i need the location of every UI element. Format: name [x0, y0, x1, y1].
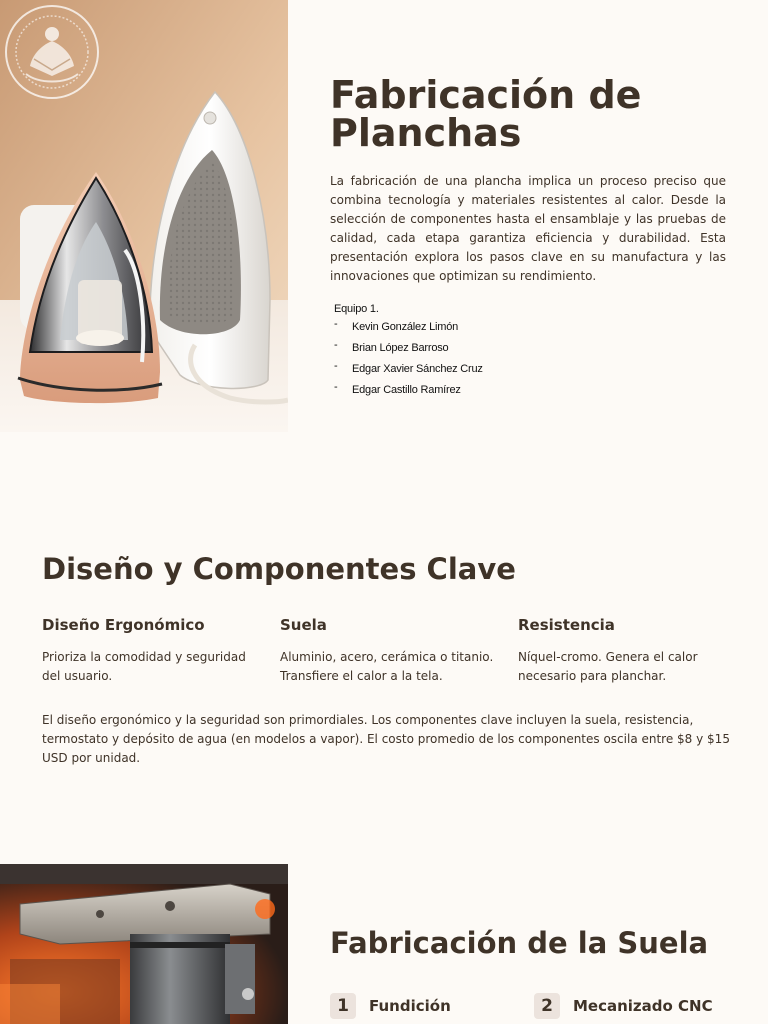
- step-number-badge: 2: [534, 993, 560, 1019]
- component-column-soleplate: [280, 615, 500, 686]
- intro-paragraph: La fabricación de una plancha implica un proceso preciso que combina tecnología y materiales resistentes al calor. Desde la selección de componentes hasta el ensamblaje y las pruebas de calidad, cada etapa garantiza eficiencia y durabilidad. Esta presentación explora los pasos clave en su manufactura y las innovaciones que optimizan su rendimiento.: [330, 174, 726, 283]
- soleplate-title: Fabricación de la Suela: [330, 926, 709, 960]
- team-member-name: Edgar Castillo Ramírez: [352, 384, 461, 396]
- components-summary: El diseño ergonómico y la seguridad son primordiales. Los componentes clave incluyen la suela, resistencia, termostato y depósito de agua (en modelos a vapor). El costo promedio de los componentes oscila entre $8 y $15 USD por unidad.: [42, 713, 730, 765]
- soleplate-slide: [0, 864, 768, 1024]
- bullet-dash: -: [334, 360, 338, 372]
- component-column-resistance: [518, 615, 738, 686]
- component-heading: Suela: [280, 616, 327, 634]
- machining-photo: [0, 864, 288, 1024]
- team-member: [334, 320, 634, 341]
- component-column-ergonomics: [42, 615, 262, 686]
- component-heading: Diseño Ergonómico: [42, 616, 205, 634]
- process-step: [534, 992, 713, 1020]
- presentation-title: Fabricación de Planchas: [330, 73, 642, 155]
- components-title: Diseño y Componentes Clave: [42, 552, 516, 586]
- title-slide: [0, 0, 768, 432]
- university-seal-icon: [4, 4, 100, 100]
- component-description: Prioriza la comodidad y seguridad del usuario.: [42, 650, 246, 683]
- step-number-badge: 1: [330, 993, 356, 1019]
- process-step: [330, 992, 451, 1020]
- step-label: Mecanizado CNC: [573, 997, 713, 1015]
- component-description: Níquel-cromo. Genera el calor necesario para planchar.: [518, 650, 698, 683]
- team-member-name: Brian López Barroso: [352, 342, 449, 354]
- team-member-name: Edgar Xavier Sánchez Cruz: [352, 363, 483, 375]
- bullet-dash: -: [334, 318, 338, 330]
- components-slide: [0, 432, 768, 864]
- irons-photo: [0, 0, 288, 432]
- component-description: Aluminio, acero, cerámica o titanio. Transfiere el calor a la tela.: [280, 650, 494, 683]
- bullet-dash: -: [334, 339, 338, 351]
- team-member: [334, 383, 634, 404]
- team-member: [334, 341, 634, 362]
- bullet-dash: -: [334, 381, 338, 393]
- team-label: Equipo 1.: [334, 303, 379, 315]
- step-label: Fundición: [369, 997, 451, 1015]
- team-member-name: Kevin González Limón: [352, 321, 459, 333]
- team-block: [334, 301, 634, 404]
- team-member: [334, 362, 634, 383]
- team-member-list: [334, 320, 634, 404]
- component-heading: Resistencia: [518, 616, 615, 634]
